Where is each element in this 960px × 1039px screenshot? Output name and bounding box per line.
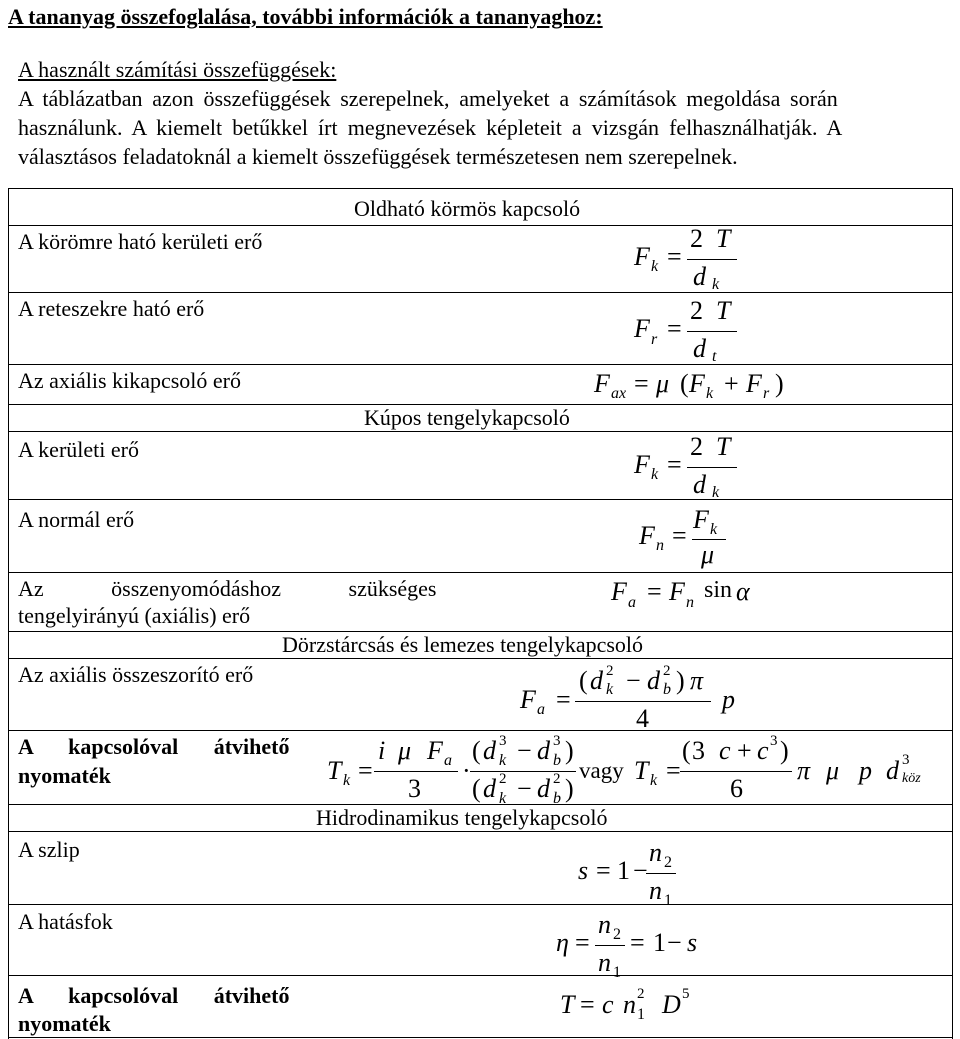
formula-symbol: F xyxy=(634,450,650,479)
formula-vagy: vagy xyxy=(579,758,624,783)
row-label: Az axiális kikapcsoló erő xyxy=(18,368,241,393)
formula-subscript: 2 xyxy=(664,854,672,871)
table-border-right xyxy=(952,188,953,1039)
formula-symbol: d xyxy=(647,666,660,695)
formula-symbol: T xyxy=(634,756,649,785)
formula-symbol: = xyxy=(575,928,590,957)
row-label-bold: nyomaték xyxy=(18,763,111,788)
formula-symbol: d xyxy=(590,666,603,695)
formula-symbol: = xyxy=(672,521,687,550)
formula-symbol: π xyxy=(690,666,704,695)
formula-symbol: F xyxy=(746,369,762,398)
section-dorzstarcsas: Dörzstárcsás és lemezes tengelykapcsoló xyxy=(282,632,644,657)
formula-subscript: ax xyxy=(611,385,627,402)
subheading: A használt számítási összefüggések: xyxy=(18,57,337,82)
formula-symbol: ) xyxy=(565,774,574,803)
formula-symbol: d xyxy=(693,470,706,499)
formula-subscript: k xyxy=(712,276,720,293)
formula-symbol: ( xyxy=(680,369,689,398)
formula-subscript: k xyxy=(499,752,507,769)
row-label-bold: A kapcsolóval átvihető xyxy=(18,983,290,1008)
fraction-bar xyxy=(687,467,737,468)
formula-symbol: ) xyxy=(676,666,685,695)
formula-symbol: ) xyxy=(565,736,574,765)
formula-symbol: = xyxy=(666,756,681,785)
row-label: A körömre ható kerületi erő xyxy=(18,229,263,254)
fraction-bar xyxy=(595,945,625,946)
formula-superscript: 2 xyxy=(553,771,561,787)
formula-subscript: a xyxy=(628,594,636,611)
intro-line-3: választásos feladatoknál a kiemelt összefüggések természetesen nem szerepelnek. xyxy=(18,144,738,169)
formula-symbol: d xyxy=(693,334,706,363)
formula-superscript: 3 xyxy=(770,733,778,749)
formula-symbol: 3 xyxy=(408,774,421,803)
formula-symbol: ( xyxy=(579,666,588,695)
formula-symbol: D xyxy=(662,990,681,1019)
formula-symbol: c xyxy=(757,736,769,765)
formula-symbol: μ xyxy=(701,540,715,569)
formula-symbol: = xyxy=(634,369,649,398)
formula-symbol: η xyxy=(556,928,569,957)
formula-subscript: b xyxy=(553,790,561,807)
formula-symbol: n xyxy=(649,838,662,867)
page-title: A tananyag összefoglalása, további információk a tananyaghoz: xyxy=(8,4,603,29)
row-label: A kerületi erő xyxy=(18,437,139,462)
section-kupos: Kúpos tengelykapcsoló xyxy=(364,405,570,430)
row-label: tengelyirányú (axiális) erő xyxy=(18,603,251,628)
formula-symbol: F xyxy=(693,505,709,534)
formula-subscript: 1 xyxy=(664,892,672,909)
formula-symbol: = xyxy=(596,856,611,885)
formula-symbol: − xyxy=(626,666,641,695)
formula-symbol: c xyxy=(719,736,731,765)
formula-superscript: 3 xyxy=(499,733,507,749)
formula-superscript: 2 xyxy=(499,771,507,787)
formula-subscript: k xyxy=(343,772,351,789)
formula-symbol: 2 xyxy=(690,432,703,461)
table-rule xyxy=(8,225,953,226)
fraction-bar xyxy=(687,259,737,260)
table-rule xyxy=(8,364,953,365)
formula-superscript: 2 xyxy=(663,663,671,679)
row-label-part: Az összenyomódáshoz szükséges xyxy=(18,576,437,601)
formula-symbol: n xyxy=(649,876,662,905)
row-label: A reteszekre ható erő xyxy=(18,296,205,321)
section-hidrodinamikus: Hidrodinamikus tengelykapcsoló xyxy=(316,805,608,830)
formula-symbol: ) xyxy=(775,369,784,398)
formula-symbol: μ xyxy=(826,756,840,785)
section-oldhato: Oldható körmös kapcsoló xyxy=(354,196,581,221)
formula-symbol: = xyxy=(647,577,662,606)
formula-superscript: 3 xyxy=(902,752,910,768)
formula-symbol: s xyxy=(687,928,698,957)
formula-symbol: n xyxy=(598,910,611,939)
formula-symbol: = xyxy=(667,314,682,343)
formula-symbol: T xyxy=(327,756,342,785)
formula-subscript: b xyxy=(553,752,561,769)
formula-subscript: k xyxy=(606,681,614,698)
formula-subscript: a xyxy=(537,701,545,718)
formula-symbol: i xyxy=(378,736,386,765)
formula-symbol: = xyxy=(580,990,595,1019)
table-rule xyxy=(8,572,953,573)
row-label xyxy=(18,576,437,602)
fraction-bar xyxy=(374,771,458,772)
formula-symbol: F xyxy=(520,685,536,714)
formula-subscript: k xyxy=(651,258,659,275)
intro-line-1: A táblázatban azon összefüggések szerepelnek, amelyeket a számítások megoldása során xyxy=(18,86,838,111)
formula-symbol: d xyxy=(483,774,496,803)
formula-symbol: ( xyxy=(472,736,481,765)
formula-symbol: 2 xyxy=(690,296,703,325)
formula-symbol: · xyxy=(462,756,471,785)
formula-symbol: ) xyxy=(780,736,789,765)
formula-symbol: = xyxy=(630,928,645,957)
formula-symbol: π xyxy=(797,756,811,785)
formula-symbol: + xyxy=(724,369,739,398)
table-rule xyxy=(8,499,953,500)
formula-subscript: n xyxy=(686,594,694,611)
formula-subscript: n xyxy=(656,537,664,554)
formula-symbol: s xyxy=(578,856,589,885)
formula-symbol: F xyxy=(639,521,655,550)
formula-symbol: − xyxy=(517,736,532,765)
formula-symbol: − xyxy=(633,856,648,885)
formula-symbol: T xyxy=(560,990,575,1019)
table-rule xyxy=(8,292,953,293)
fraction-bar xyxy=(646,873,676,874)
formula-superscript: 3 xyxy=(553,733,561,749)
row-label-bold: nyomaték xyxy=(18,1011,111,1036)
formula-sin: sin xyxy=(704,577,733,603)
formula-superscript: 2 xyxy=(637,986,645,1002)
formula-symbol: T xyxy=(716,432,731,461)
formula-symbol: F xyxy=(634,242,650,271)
table-rule xyxy=(8,658,953,659)
formula-subscript: k xyxy=(650,772,658,789)
table-border-bottom xyxy=(8,1037,953,1038)
formula-symbol: n xyxy=(598,948,611,977)
formula-subscript: k xyxy=(710,521,718,538)
formula-subscript: r xyxy=(763,385,770,402)
formula-symbol: d xyxy=(693,262,706,291)
fraction-bar xyxy=(575,701,711,702)
formula-symbol: 6 xyxy=(730,774,743,803)
formula-subscript: k xyxy=(499,790,507,807)
table-rule xyxy=(8,831,953,832)
table-rule xyxy=(8,975,953,976)
formula-symbol: α xyxy=(736,577,750,606)
formula-symbol: + xyxy=(737,736,752,765)
formula-symbol: d xyxy=(483,736,496,765)
formula-symbol: F xyxy=(669,577,685,606)
table-rule xyxy=(8,730,953,731)
formula-symbol: 4 xyxy=(636,704,649,733)
formula-subscript: k xyxy=(712,484,720,501)
formula-symbol: c xyxy=(602,990,614,1019)
fraction-bar xyxy=(687,331,737,332)
formula-subscript: k xyxy=(706,385,714,402)
formula-symbol: − xyxy=(517,774,532,803)
formula-subscript: 2 xyxy=(613,926,621,943)
formula-subscript: 1 xyxy=(613,964,621,981)
row-label: Az axiális összeszorító erő xyxy=(18,662,254,687)
fraction-bar xyxy=(680,771,792,772)
formula-subscript: k xyxy=(651,466,659,483)
formula-symbol: 2 xyxy=(690,224,703,253)
formula-symbol: d xyxy=(537,736,550,765)
formula-symbol: 1 xyxy=(653,928,666,957)
formula-symbol: p xyxy=(722,685,735,714)
formula-subscript-koz: köz xyxy=(902,771,921,786)
formula-subscript: a xyxy=(444,752,452,769)
formula-symbol: = xyxy=(667,242,682,271)
formula-symbol: F xyxy=(611,577,627,606)
formula-symbol: 3 xyxy=(692,736,705,765)
formula-symbol: μ xyxy=(656,369,670,398)
formula-symbol: p xyxy=(859,756,872,785)
formula-symbol: F xyxy=(689,369,705,398)
table-border-top xyxy=(8,188,953,189)
intro-line-2: használunk. A kiemelt betűkkel írt megnevezések képleteit a vizsgán felhasználhatják. A xyxy=(18,115,843,140)
formula-symbol: ( xyxy=(472,774,481,803)
row-label-bold: A kapcsolóval átvihető xyxy=(18,734,290,759)
formula-symbol: n xyxy=(623,990,636,1019)
row-label: A hatásfok xyxy=(18,909,113,934)
formula-symbol: = xyxy=(556,685,571,714)
formula-subscript: t xyxy=(712,348,717,365)
formula-symbol: T xyxy=(716,296,731,325)
formula-symbol: F xyxy=(594,369,610,398)
formula-symbol: ( xyxy=(682,736,691,765)
formula-symbol: − xyxy=(667,928,682,957)
formula-symbol: F xyxy=(427,736,443,765)
table-rule xyxy=(8,431,953,432)
formula-symbol: d xyxy=(537,774,550,803)
table-rule xyxy=(8,904,953,905)
row-label: A normál erő xyxy=(18,507,135,532)
formula-subscript: 1 xyxy=(637,1006,645,1023)
formula-superscript: 5 xyxy=(682,986,690,1002)
formula-symbol: μ xyxy=(398,736,412,765)
row-label: A szlip xyxy=(18,837,80,862)
formula-superscript: 2 xyxy=(606,663,614,679)
formula-symbol: 1 xyxy=(617,856,630,885)
formula-symbol: d xyxy=(886,756,899,785)
formula-subscript: b xyxy=(663,681,671,698)
formula-symbol: = xyxy=(358,756,373,785)
formula-symbol: F xyxy=(634,314,650,343)
table-border-left xyxy=(8,188,9,1039)
formula-subscript: r xyxy=(651,331,658,348)
formula-symbol: = xyxy=(667,450,682,479)
formula-symbol: T xyxy=(716,224,731,253)
